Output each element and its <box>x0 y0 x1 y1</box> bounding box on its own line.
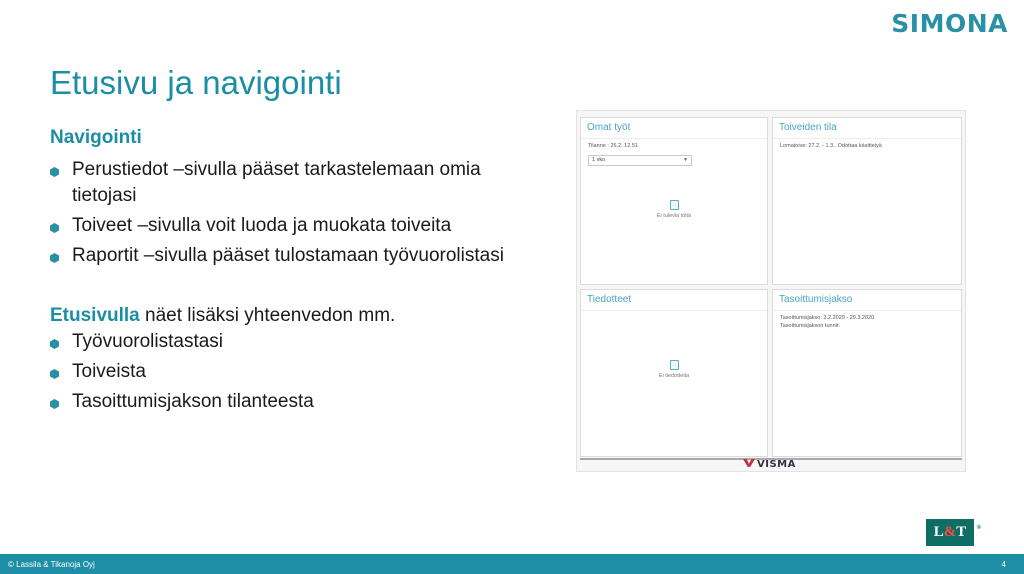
simona-logo: SIMONA <box>891 9 1008 38</box>
front-page-lead-bold: Etusivulla <box>50 305 140 326</box>
panel-title: Omat työt <box>581 118 767 139</box>
empty-text: Ei tulevia töitä <box>656 213 692 219</box>
list-item: Raportit –sivulla pääset tulostamaan työvuorolistasi <box>50 243 550 269</box>
hexagon-bullet-icon <box>50 399 59 409</box>
list-item: Toiveista <box>50 359 550 385</box>
document-icon <box>670 360 679 370</box>
copyright: © Lassila & Tikanoja Oyj <box>8 560 95 569</box>
front-page-list <box>50 329 550 415</box>
spacer <box>50 273 550 303</box>
period-hours: Tasoittumisjakson tunnit: <box>780 323 840 329</box>
navigation-list <box>50 157 550 269</box>
slide-title: Etusivu ja navigointi <box>50 64 342 101</box>
slide-content <box>50 125 550 419</box>
panel-tiedotteet <box>580 289 768 457</box>
app-screenshot <box>576 110 966 472</box>
front-page-lead <box>50 303 550 329</box>
front-page-lead-rest: näet lisäksi yhteenvedon mm. <box>139 305 396 326</box>
empty-state <box>581 360 767 379</box>
period-range: Tasoittumisjakso: 3.2.2020 - 29.3.2020 <box>780 315 875 321</box>
panel-title: Toiveiden tila <box>773 118 961 139</box>
footer-bar <box>0 554 1024 574</box>
hexagon-bullet-icon <box>50 167 59 177</box>
panel-toiveiden-tila <box>772 117 962 285</box>
list-item: Tasoittumisjakson tilanteesta <box>50 389 550 415</box>
hexagon-bullet-icon <box>50 339 59 349</box>
hexagon-bullet-icon <box>50 253 59 263</box>
panel-omat-tyot <box>580 117 768 285</box>
list-item: Toiveet –sivulla voit luoda ja muokata toiveita <box>50 213 550 239</box>
panel-title: Tasoittumisjakso <box>773 290 961 311</box>
panel-tasoittumisjakso <box>772 289 962 457</box>
period-select-value: 1 vko <box>592 157 606 163</box>
chevron-down-icon: ▼ <box>683 157 688 163</box>
document-icon <box>670 200 679 210</box>
list-item: Työvuorolistastasi <box>50 329 550 355</box>
period-select[interactable] <box>588 155 692 166</box>
wish-status: Lomatoive: 27.2. - 1.3.. Odottaa käsittelyä <box>780 143 882 149</box>
panel-title: Tiedotteet <box>581 290 767 311</box>
list-item: Perustiedot –sivulla pääset tarkastelemaan omia tietojasi <box>50 157 550 209</box>
hexagon-bullet-icon <box>50 369 59 379</box>
empty-text: Ei tiedotteita <box>658 373 690 379</box>
hexagon-bullet-icon <box>50 223 59 233</box>
lt-logo: L&T ® <box>926 519 974 546</box>
visma-logo: VISMA <box>743 459 796 470</box>
panel-status: Tilanne : 26.2. 12.51 <box>588 143 638 149</box>
page-number: 4 <box>1001 560 1006 569</box>
visma-mark-icon <box>743 459 755 467</box>
navigation-heading: Navigointi <box>50 127 142 148</box>
empty-state <box>581 200 767 219</box>
